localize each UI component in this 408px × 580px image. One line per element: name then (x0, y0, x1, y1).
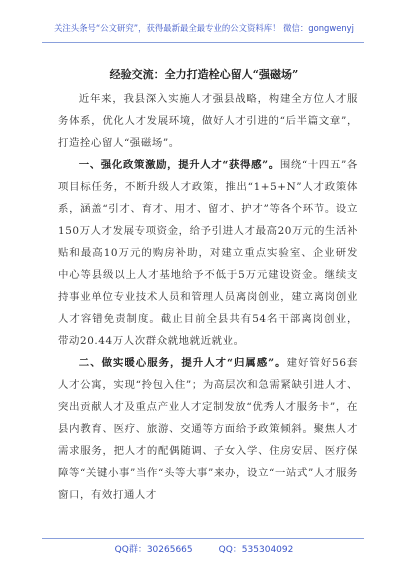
section-1-body: 围绕“十四五”各项目标任务，不断升级人才政策，推出“1+5+N”人才政策体系，涵盖“引才、育才、用才、留才、护才”等各个环节。设立150万人才发展专项资金，给予引进人才最高20万元的生活补贴和最高10万元的购房补助，对建立重点实验室、企业研发中心等县级以上人才基地给予不低于5万元建设资金。继续支持事业单位专业技术人员和管理人员离岗创业，建立离岗创业人才容错免责制度。截止目前全县共有54名干部离岗创业，带动20.44万人次群众就地就近就业。 (58, 159, 358, 347)
footer-qq: QQ：535304092 (218, 545, 294, 555)
section-2-paragraph (58, 352, 358, 506)
document-title: 经验交流：全力打造栓心留人“强磁场” (109, 68, 299, 81)
intro-paragraph: 近年来，我县深入实施人才强县战略，构建全方位人才服务体系，优化人才发展环境，做好人才引进的“后半篇文章”，打造拴心留人“强磁场”。 (58, 93, 358, 149)
document-body (58, 88, 358, 506)
header-banner: 关注头条号“公文研究”，获得最新最全最专业的公文资料库！ 微信：gongwenyj (54, 23, 354, 33)
header-divider (42, 42, 364, 43)
footer-divider (42, 538, 364, 539)
section-1-paragraph (58, 154, 358, 352)
section-2-body: 建好管好56套人才公寓，实现“拎包入住”；为高层次和急需紧缺引进人才、突出贡献人才及重点产业人才定制发放“优秀人才服务卡”，在县内教育、医疗、旅游、交通等方面给予政策倾斜。聚焦人才需求服务，把人才的配偶随调、子女入学、住房安居、医疗保障等“关键小事”当作“头等大事”来办，设立“一站式”人才服务窗口，有效打通人才 (58, 357, 358, 501)
section-2-heading: 二、做实暖心服务，提升人才“归属感”。 (78, 357, 287, 369)
section-1-heading: 一、强化政策激励，提升人才“获得感”。 (78, 159, 280, 171)
footer-contact (0, 542, 408, 555)
footer-qq-group: QQ群：30265665 (114, 545, 193, 555)
